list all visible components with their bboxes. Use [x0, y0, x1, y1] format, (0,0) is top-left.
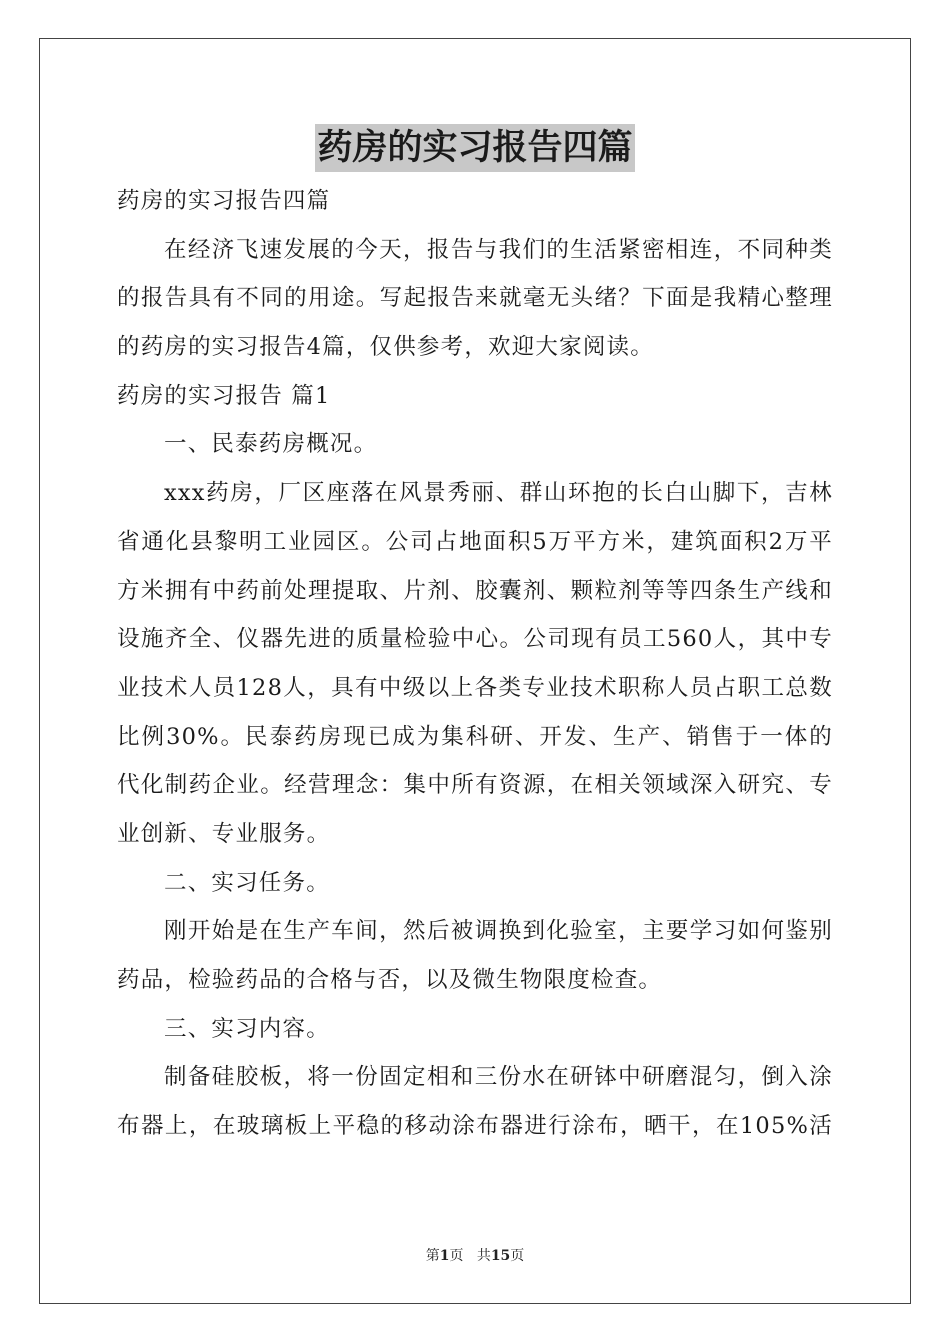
text-line: 制备硅胶板，将一份固定相和三份水在研钵中研磨混匀，倒入涂 — [164, 1064, 833, 1091]
text-line: 药品，检验药品的合格与否，以及微生物限度检查。 — [117, 967, 663, 993]
text-line: 方米拥有中药前处理提取、片剂、胶囊剂、颗粒剂等等四条生产线和 — [117, 577, 833, 604]
page-footer — [0, 1246, 950, 1266]
text-line: xxx药房，厂区座落在风景秀丽、群山环抱的长白山脚下，吉林 — [164, 480, 833, 507]
subsection-heading: 三、实习内容。 — [164, 1015, 330, 1042]
page-number: 1 — [439, 1248, 450, 1264]
total-suffix: 页 — [510, 1248, 525, 1264]
document-body — [117, 177, 833, 1151]
text-line: 省通化县黎明工业园区。公司占地面积5万平方米，建筑面积2万平 — [117, 528, 833, 555]
text-line-subtitle: 药房的实习报告四篇 — [117, 188, 331, 214]
document-title: 药房的实习报告四篇 — [315, 124, 634, 172]
section-heading: 药房的实习报告 篇1 — [117, 382, 331, 409]
text-line: 设施齐全、仪器先进的质量检验中心。公司现有员工560人，其中专 — [117, 626, 833, 653]
text-line: 业技术人员128人，具有中级以上各类专业技术职称人员占职工总数 — [117, 674, 833, 701]
total-prefix: 共 — [476, 1248, 491, 1264]
total-pages: 15 — [490, 1248, 511, 1264]
text-line: 刚开始是在生产车间，然后被调换到化验室，主要学习如何鉴别 — [164, 918, 833, 945]
text-line: 的药房的实习报告4篇，仅供参考，欢迎大家阅读。 — [117, 334, 654, 361]
page-suffix: 页 — [449, 1248, 464, 1264]
text-line: 比例30%。民泰药房现已成为集科研、开发、生产、销售于一体的 — [117, 723, 833, 750]
text-line: 代化制药企业。经营理念：集中所有资源，在相关领域深入研究、专 — [117, 772, 833, 799]
text-line: 在经济飞速发展的今天，报告与我们的生活紧密相连，不同种类 — [164, 236, 833, 263]
text-line: 的报告具有不同的用途。写起报告来就毫无头绪？下面是我精心整理 — [117, 285, 833, 312]
text-line: 业创新、专业服务。 — [117, 820, 331, 847]
page-prefix: 第 — [425, 1248, 440, 1264]
subsection-heading: 二、实习任务。 — [164, 869, 330, 896]
title-container — [0, 124, 950, 172]
text-line: 布器上，在玻璃板上平稳的移动涂布器进行涂布，晒干，在105%活 — [117, 1113, 833, 1140]
subsection-heading: 一、民泰药房概况。 — [164, 431, 378, 458]
